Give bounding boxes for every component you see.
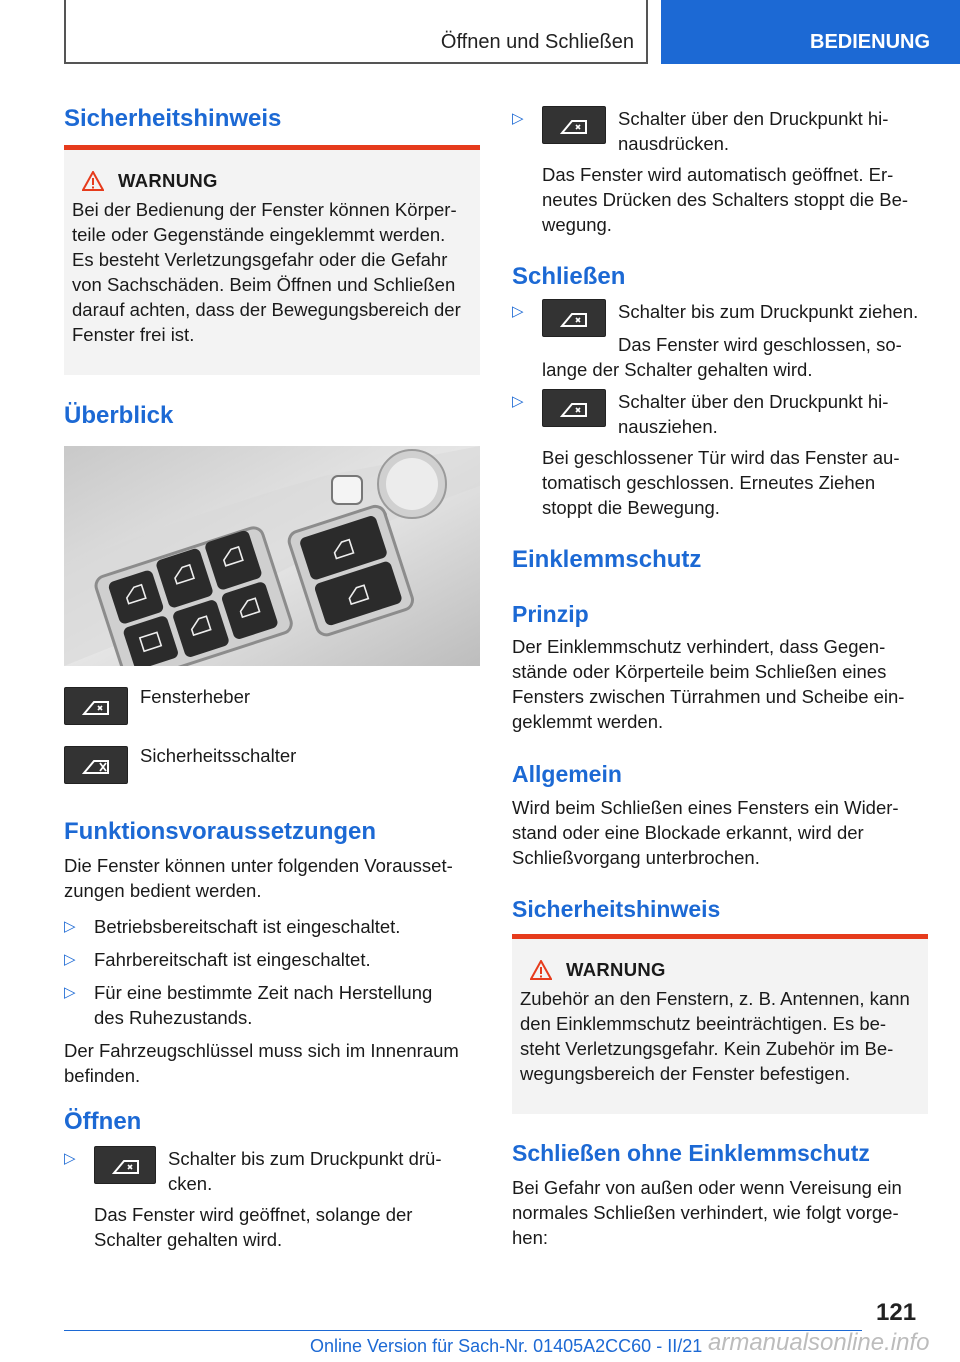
switch-pull-icon bbox=[542, 299, 606, 337]
footer-online-version: Online Version für Sach-Nr. 01405A2CC60 - II/21 bbox=[310, 1336, 703, 1356]
body-line: hen: bbox=[512, 1227, 549, 1248]
warning-triangle-icon bbox=[82, 171, 104, 191]
step-text: nausziehen. bbox=[618, 416, 718, 437]
body-line: Wird beim Schließen eines Fensters ein Wider- bbox=[512, 797, 899, 818]
window-switch-photo bbox=[64, 446, 480, 666]
warning-line: steht Verletzungsgefahr. Kein Zubehör im Be- bbox=[520, 1038, 894, 1059]
body-line: Der Einklemmschutz verhindert, dass Gegen- bbox=[512, 636, 886, 657]
bullet-triangle-icon: ▷ bbox=[512, 110, 524, 127]
prereq-block bbox=[64, 853, 480, 1088]
body-line: Fensters zwischen Türrahmen und Scheibe ein- bbox=[512, 686, 905, 707]
warning-line: wegungsbereich der Fenster befestigen. bbox=[520, 1063, 851, 1084]
step-desc: lange der Schalter gehalten wird. bbox=[542, 359, 813, 380]
step-desc: Bei geschlossener Tür wird das Fenster au- bbox=[542, 447, 900, 468]
bullet-triangle-icon: ▷ bbox=[64, 951, 76, 968]
body-line: Schließvorgang unterbrochen. bbox=[512, 847, 760, 868]
legend-row bbox=[64, 687, 250, 725]
heading-safety-2: Sicherheitshinweis bbox=[512, 896, 721, 922]
list-item-text: Für eine bestimmte Zeit nach Herstellung bbox=[94, 982, 433, 1003]
step-desc: tomatisch geschlossen. Erneutes Ziehen bbox=[542, 472, 876, 493]
step-text: Schalter bis zum Druckpunkt ziehen. bbox=[618, 301, 919, 322]
heading-prerequisites: Funktionsvoraussetzungen bbox=[64, 818, 377, 845]
bullet-triangle-icon: ▷ bbox=[512, 303, 524, 320]
warning-line: teile oder Gegenstände eingeklemmt werden. bbox=[72, 224, 446, 245]
step-text: cken. bbox=[168, 1173, 213, 1194]
bullet-triangle-icon: ▷ bbox=[64, 918, 76, 935]
switch-push-icon bbox=[542, 106, 606, 144]
heading-general: Allgemein bbox=[512, 761, 622, 787]
warning-line: Es besteht Verletzungsgefahr oder die Gefahr bbox=[72, 249, 448, 270]
body-line: normales Schließen verhindert, wie folgt vorge- bbox=[512, 1202, 899, 1223]
list-item bbox=[64, 980, 480, 1030]
list-item-text: Betriebsbereitschaft ist eingeschaltet. bbox=[94, 916, 401, 937]
heading-close: Schließen bbox=[512, 263, 626, 290]
heading-principle: Prinzip bbox=[512, 601, 589, 627]
legend-label: Fensterheber bbox=[140, 686, 251, 707]
step-desc: Das Fenster wird geschlossen, so- bbox=[618, 334, 902, 355]
list-item bbox=[64, 947, 480, 972]
page-number: 121 bbox=[876, 1299, 917, 1326]
list-item bbox=[64, 914, 480, 939]
watermark: armanualsonline.info bbox=[708, 1329, 930, 1356]
open-step-1 bbox=[64, 1146, 480, 1252]
step-desc: stoppt die Bewegung. bbox=[542, 497, 720, 518]
legend-row bbox=[64, 746, 296, 784]
step-text: Schalter über den Druckpunkt hi- bbox=[618, 108, 889, 129]
header-section-title: Öffnen und Schließen bbox=[440, 31, 634, 53]
body-line: befinden. bbox=[64, 1065, 141, 1086]
body-line: stand oder eine Blockade erkannt, wird der bbox=[512, 822, 864, 843]
close-step-1 bbox=[512, 299, 928, 382]
step-desc: wegung. bbox=[542, 214, 612, 235]
header-section bbox=[64, 0, 648, 64]
step-text: nausdrücken. bbox=[618, 133, 730, 154]
safety-switch-icon bbox=[64, 746, 128, 784]
open-step-2 bbox=[512, 106, 928, 237]
header-chapter-label: BEDIENUNG bbox=[810, 31, 931, 53]
body-line: Die Fenster können unter folgenden Vorausset- bbox=[64, 855, 453, 876]
step-text: Schalter über den Druckpunkt hi- bbox=[618, 391, 889, 412]
body-line: Der Fahrzeugschlüssel muss sich im Innenraum bbox=[64, 1040, 459, 1061]
switch-push-icon bbox=[94, 1146, 156, 1184]
warning-box bbox=[64, 145, 480, 375]
list-item-text: Fahrbereitschaft ist eingeschaltet. bbox=[94, 949, 371, 970]
warning-line: darauf achten, dass der Bewegungsbereich der bbox=[72, 299, 461, 320]
heading-close-without-protection: Schließen ohne Einklemmschutz bbox=[512, 1140, 870, 1166]
warning-line: von Sachschäden. Beim Öffnen und Schließen bbox=[72, 274, 456, 295]
step-text: Schalter bis zum Druckpunkt drü- bbox=[168, 1148, 442, 1169]
bullet-triangle-icon: ▷ bbox=[64, 984, 76, 1001]
warning-label: WARNUNG bbox=[118, 170, 218, 191]
body-line: Bei Gefahr von außen oder wenn Vereisung ein bbox=[512, 1177, 902, 1198]
window-lifter-icon bbox=[64, 687, 128, 725]
legend-label: Sicherheitsschalter bbox=[140, 745, 297, 766]
general-text bbox=[512, 795, 928, 870]
body-line: stände oder Körperteile beim Schließen eines bbox=[512, 661, 887, 682]
switch-pull-icon bbox=[542, 389, 606, 427]
warning-line: Bei der Bedienung der Fenster können Körper- bbox=[72, 199, 457, 220]
warning-triangle-icon bbox=[530, 960, 552, 980]
bullet-triangle-icon: ▷ bbox=[64, 1150, 76, 1167]
warning-box bbox=[512, 934, 928, 1114]
header-chapter-tab[interactable] bbox=[661, 0, 960, 64]
close-step-2 bbox=[512, 389, 928, 520]
list-item-text: des Ruhezustands. bbox=[94, 1007, 253, 1028]
step-desc: Das Fenster wird geöffnet, solange der bbox=[94, 1204, 413, 1225]
warning-line: Zubehör an den Fenstern, z. B. Antennen, kann bbox=[520, 988, 910, 1009]
nopinch-text bbox=[512, 1175, 928, 1250]
body-line: zungen bedient werden. bbox=[64, 880, 262, 901]
principle-text bbox=[512, 634, 928, 734]
heading-open: Öffnen bbox=[64, 1108, 142, 1135]
bullet-triangle-icon: ▷ bbox=[512, 393, 524, 410]
warning-line: Fenster frei ist. bbox=[72, 324, 195, 345]
step-desc: Schalter gehalten wird. bbox=[94, 1229, 283, 1250]
warning-line: den Einklemmschutz beeinträchtigen. Es be- bbox=[520, 1013, 887, 1034]
heading-overview: Überblick bbox=[64, 402, 174, 429]
heading-pinch-protection: Einklemmschutz bbox=[512, 546, 702, 573]
body-line: geklemmt werden. bbox=[512, 711, 664, 732]
heading-safety: Sicherheitshinweis bbox=[64, 105, 282, 132]
step-desc: Das Fenster wird automatisch geöffnet. Er- bbox=[542, 164, 894, 185]
warning-label: WARNUNG bbox=[566, 959, 666, 980]
step-desc: neutes Drücken des Schalters stoppt die Be- bbox=[542, 189, 909, 210]
